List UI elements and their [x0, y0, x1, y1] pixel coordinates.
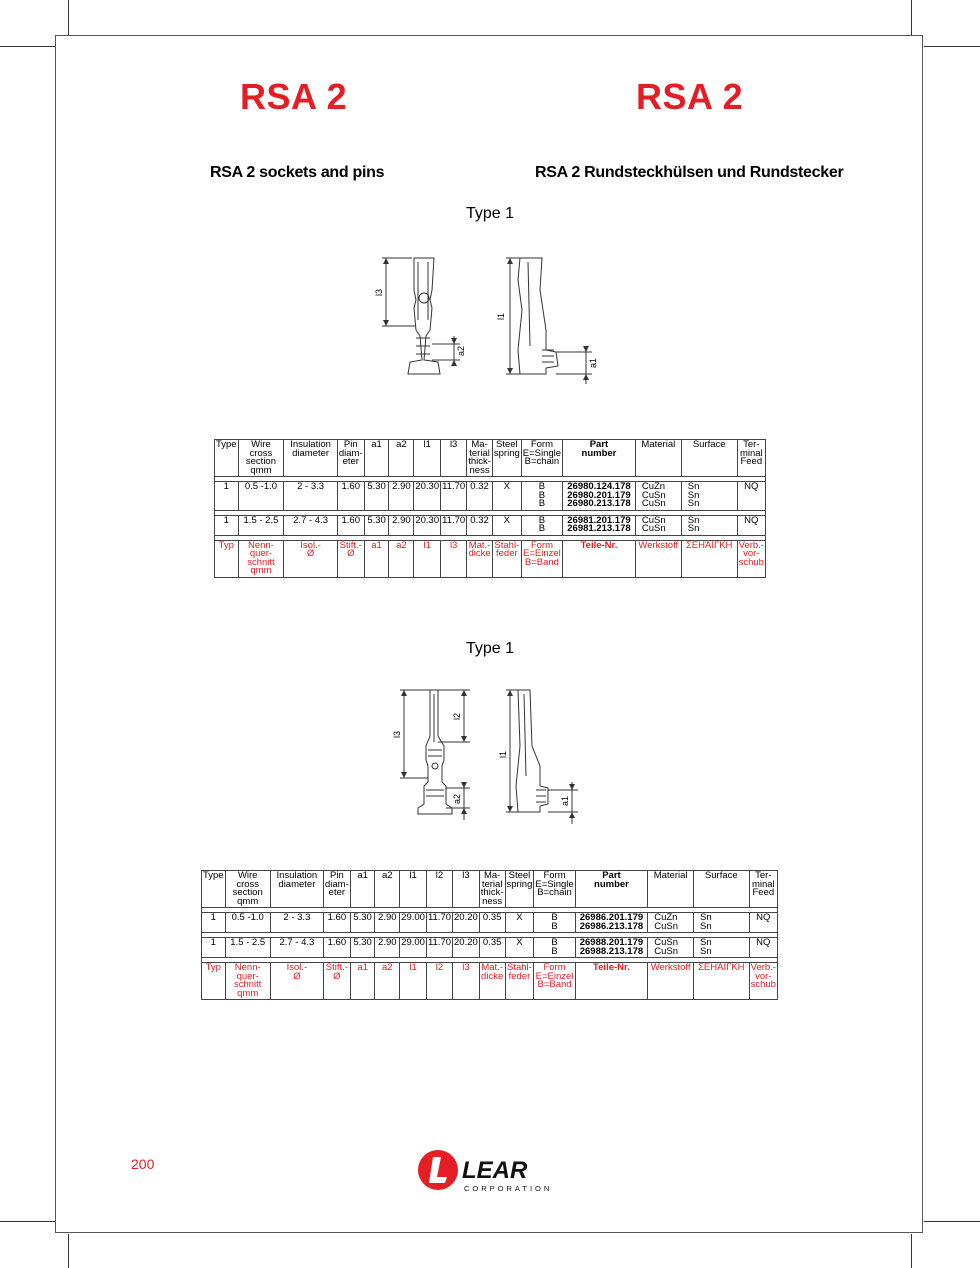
cell-l3: 11.70	[441, 482, 467, 511]
title-right: RSA 2	[636, 76, 744, 117]
de-wire: Nenn- quer- schnitt qmm	[225, 963, 270, 1000]
cell-l3: 11.70	[441, 515, 467, 535]
de-surface: ΣΕΗΆΙΓΚΗ	[694, 963, 750, 1000]
cell-l3: 20.20	[453, 913, 480, 933]
section2-type-label: Type 1	[465, 640, 515, 657]
de-insulation: Isol.- Ø	[270, 963, 323, 1000]
header-thickness: Ma- terial thick- ness	[468, 439, 491, 476]
de-feed: Verb.- vor- schub	[737, 540, 765, 577]
cell-type: 1	[215, 482, 239, 511]
subtitle-german: RSA 2 Rundsteckhülsen und Rundstecker	[535, 164, 844, 181]
table-header-row	[215, 440, 766, 477]
german-header-row	[215, 540, 766, 577]
header-a2: a2	[375, 871, 400, 908]
cell-a1: 5.30	[364, 515, 389, 535]
crop-mark	[68, 0, 69, 35]
dim-l2-label: l2	[452, 712, 462, 720]
cell-part-number: 26980.124.178 26980.201.179 26980.213.178	[563, 482, 636, 511]
cell-steel: X	[492, 515, 521, 535]
de-thickness: Mat.- dicke	[479, 963, 505, 1000]
cell-thickness: 0.35	[479, 913, 505, 933]
dim-a1-label: a1	[560, 795, 570, 806]
header-wire: Wire cross section qmm	[238, 440, 284, 477]
cell-material: CuZn CuSn	[648, 913, 694, 933]
cell-insulation: 2.7 - 4.3	[284, 515, 338, 535]
cell-a1: 5.30	[350, 913, 375, 933]
cell-part-number: 26981.201.179 26981.213.178	[563, 515, 636, 535]
cell-part-number: 26988.201.179 26988.213.178	[575, 938, 648, 958]
cell-surface: Sn Sn	[694, 913, 750, 933]
dim-a2-label: a2	[452, 793, 462, 804]
header-a1: a1	[364, 440, 389, 477]
logo-subtitle: CORPORATION	[464, 1184, 553, 1193]
header-insulation: Insulation diameter	[270, 871, 323, 908]
de-part: Teile-Nr.	[575, 963, 648, 1000]
subtitle-english: RSA 2 sockets and pins	[210, 164, 385, 181]
cell-thickness: 0.32	[467, 482, 493, 511]
cell-feed: NQ	[737, 515, 765, 535]
cell-a2: 2.90	[389, 482, 414, 511]
cell-l3: 20.20	[453, 938, 480, 958]
cell-surface: Sn Sn	[694, 938, 750, 958]
de-type: Typ	[215, 540, 239, 577]
cell-form: B B	[534, 913, 575, 933]
header-type: Type	[215, 440, 239, 477]
header-feed: Ter- minal Feed	[737, 440, 765, 477]
de-a1: a1	[364, 540, 389, 577]
table-row	[202, 938, 778, 958]
de-steel: Stahl- feder	[492, 540, 521, 577]
cell-a1: 5.30	[364, 482, 389, 511]
cell-part-number: 26986.201.179 26986.213.178	[575, 913, 648, 933]
cell-type: 1	[202, 913, 226, 933]
header-l1: l1	[414, 440, 441, 477]
de-form: Form E=Einzel B=Band	[521, 540, 562, 577]
cell-insulation: 2 - 3.3	[270, 913, 323, 933]
logo-wordmark: LEAR	[462, 1157, 528, 1184]
cell-material: CuSn CuSn	[648, 938, 694, 958]
de-material: Werkstoff	[648, 963, 694, 1000]
header-surface: Surface	[681, 440, 737, 477]
cell-l1: 20.30	[414, 515, 441, 535]
cell-pin: 1.60	[337, 515, 364, 535]
cell-type: 1	[202, 938, 226, 958]
de-pin: Stift.- Ø	[323, 963, 350, 1000]
cell-l2: 11.70	[426, 913, 452, 933]
lear-logo	[416, 1148, 576, 1194]
header-insulation: Insulation diameter	[284, 440, 338, 477]
de-part: Teile-Nr.	[563, 540, 636, 577]
cell-a2: 2.90	[389, 515, 414, 535]
de-thickness: Mat.- dicke	[467, 540, 493, 577]
pin-technical-drawing	[390, 686, 590, 830]
header-form: Form E=Single B=chain	[521, 440, 562, 477]
de-a1: a1	[350, 963, 375, 1000]
cell-wire: 0.5 -1.0	[238, 482, 284, 511]
cell-l1: 20.30	[414, 482, 441, 511]
de-l1: l1	[400, 963, 427, 1000]
cell-steel: X	[505, 913, 534, 933]
title-left: RSA 2	[240, 76, 348, 117]
crop-mark	[911, 0, 912, 35]
header-form: Form E=Single B=chain	[534, 871, 575, 908]
header-a1: a1	[350, 871, 375, 908]
de-a2: a2	[375, 963, 400, 1000]
cell-l1: 29.00	[400, 938, 427, 958]
spec-table-1	[214, 439, 766, 578]
dim-l3-label: l3	[392, 730, 402, 738]
crop-mark	[911, 1234, 912, 1268]
table-row	[215, 482, 766, 511]
header-pin: Pin diam- eter	[323, 871, 350, 908]
german-header-row	[202, 963, 778, 1000]
crop-mark	[68, 1234, 69, 1268]
cell-steel: X	[492, 482, 521, 511]
de-type: Typ	[202, 963, 226, 1000]
de-form: Form E=Einzel B=Band	[534, 963, 575, 1000]
cell-l2: 11.70	[426, 938, 452, 958]
cell-form: B B	[534, 938, 575, 958]
de-l1: l1	[414, 540, 441, 577]
header-pin: Pin diam- eter	[337, 440, 364, 477]
cell-a2: 2.90	[375, 938, 400, 958]
cell-material: CuSn CuSn	[635, 515, 681, 535]
cell-a1: 5.30	[350, 938, 375, 958]
header-part: Part number	[563, 440, 636, 477]
dim-l3-label: l3	[374, 288, 384, 296]
table-header-row	[202, 871, 778, 908]
cell-pin: 1.60	[323, 913, 350, 933]
cell-surface: Sn Sn	[681, 515, 737, 535]
cell-wire: 1.5 - 2.5	[238, 515, 284, 535]
cell-surface: Sn Sn Sn	[681, 482, 737, 511]
cell-steel: X	[505, 938, 534, 958]
cell-thickness: 0.35	[479, 938, 505, 958]
header-l1: l1	[400, 871, 427, 908]
header-l2: l2	[426, 871, 452, 908]
de-a2: a2	[389, 540, 414, 577]
header-feed: Ter- minal Feed	[749, 871, 777, 908]
cell-feed: NQ	[749, 938, 777, 958]
lear-l-logo-icon	[418, 1150, 458, 1190]
header-part: Part number	[575, 871, 648, 908]
header-a2: a2	[389, 440, 414, 477]
page-number: 200	[131, 1156, 155, 1172]
de-steel: Stahl- feder	[505, 963, 534, 1000]
header-wire: Wire cross section qmm	[225, 871, 270, 908]
cell-form: B B	[521, 515, 562, 535]
dim-l1-label: l1	[496, 312, 506, 320]
de-insulation: Isol.- Ø	[284, 540, 338, 577]
table-row	[202, 913, 778, 933]
crop-mark	[0, 1221, 55, 1222]
de-pin: Stift.- Ø	[337, 540, 364, 577]
header-material: Material	[648, 871, 694, 908]
de-feed: Verb.- vor- schub	[749, 963, 777, 1000]
cell-type: 1	[215, 515, 239, 535]
header-surface: Surface	[694, 871, 750, 908]
de-l3: l3	[441, 540, 467, 577]
cell-l1: 29.00	[400, 913, 427, 933]
de-l3: l3	[453, 963, 480, 1000]
dim-a1-label: a1	[588, 357, 598, 368]
cell-pin: 1.60	[323, 938, 350, 958]
cell-wire: 0.5 -1.0	[225, 913, 270, 933]
crop-mark	[924, 1221, 980, 1222]
section1-type-label: Type 1	[465, 205, 515, 222]
table-row	[215, 515, 766, 535]
crop-mark	[924, 46, 980, 47]
cell-form: B B B	[521, 482, 562, 511]
cell-a2: 2.90	[375, 913, 400, 933]
de-wire: Nenn- quer- schnitt qmm	[238, 540, 284, 577]
header-material: Material	[635, 440, 681, 477]
cell-insulation: 2.7 - 4.3	[270, 938, 323, 958]
de-surface: ΣΕΗΆΙΓΚΗ	[681, 540, 737, 577]
header-l3: l3	[441, 440, 467, 477]
header-type: Type	[202, 871, 226, 908]
cell-insulation: 2 - 3.3	[284, 482, 338, 511]
header-steel: Steel spring	[505, 871, 534, 908]
header-l3: l3	[453, 871, 480, 908]
header-steel: Steel spring	[492, 440, 521, 477]
cell-feed: NQ	[749, 913, 777, 933]
cell-thickness: 0.32	[467, 515, 493, 535]
crop-mark	[0, 46, 55, 47]
socket-technical-drawing	[370, 250, 610, 390]
spec-table-2	[201, 870, 778, 1000]
header-thickness: Ma- terial thick- ness	[480, 870, 504, 907]
de-material: Werkstoff	[635, 540, 681, 577]
dim-l1-label: l1	[498, 750, 508, 758]
de-l2: l2	[426, 963, 452, 1000]
cell-feed: NQ	[737, 482, 765, 511]
cell-wire: 1.5 - 2.5	[225, 938, 270, 958]
dim-a2-label: a2	[456, 345, 466, 356]
cell-pin: 1.60	[337, 482, 364, 511]
cell-material: CuZn CuSn CuSn	[635, 482, 681, 511]
